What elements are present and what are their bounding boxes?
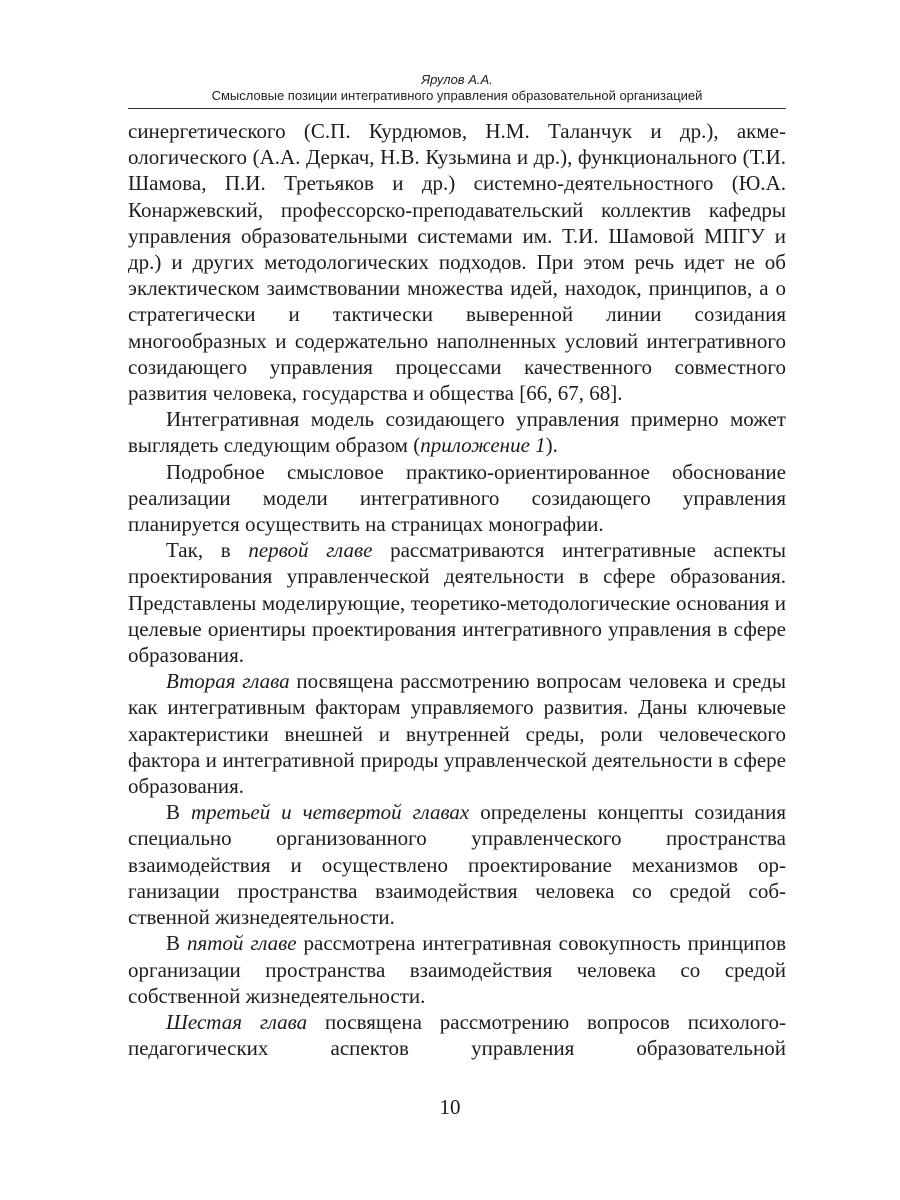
paragraph-8 (128, 1009, 786, 1061)
paragraph-1 (128, 118, 786, 406)
paragraph-5-text: посвящена рассмотрению вопросам человека и среды как интегративным факторам управляемого развития. Даны ключевые характеристики внешней и внутренней среды, роли человеческого фактора и интегративной природы управленческой деятельности в сфере образования. (128, 669, 786, 799)
paragraph-3-text: Подробное смысловое практико-ориентированное обоснование реализации модели интегративного созидающего управления планируется осуществить на страницах монографии. (128, 459, 786, 537)
appendix-reference: приложение 1 (420, 433, 546, 458)
paragraph-7-text-b: рассмотрена интегративная совокупность принципов организации пространства взаимодействия человека со средой собственной жизнедеятельности. (128, 931, 786, 1008)
paragraph-6 (128, 799, 786, 930)
paragraph-2-text-a: Интегративная модель созидающего управления примерно может выглядеть следующим образом ( (128, 407, 786, 458)
paragraph-2-text-b: ). (545, 433, 558, 458)
paragraph-6-text-a: В (166, 800, 191, 825)
page-body (128, 118, 786, 1061)
chapter-1-reference: первой главе (248, 538, 373, 563)
paragraph-2 (128, 406, 786, 458)
chapter-6-reference: Шестая глава (166, 1009, 308, 1034)
paragraph-8-text: посвящена рассмотрению вопросов психолого-педагогических аспектов управления образовательной (128, 1009, 786, 1061)
running-head (128, 72, 786, 104)
paragraph-7-text-a: В (166, 931, 187, 956)
paragraph-1-text: синергетического (С.П. Курдюмов, Н.М. Таланчук и др.), акмеологического (А.А. Деркач, Н.В. Кузьмина и др.), функционального (Т.И. Шамова, П.И. Третьяков и др.) системно-деятельностного (Ю.А. Конаржевский, профессорско-преподавательский коллектив кафедры управления образовательными системами им. Т.И. Шамовой МПГУ и др.) и других методологических подходов. При этом речь идет не об эклектическом заимствовании множества идей, находок, принципов, а о стратегически и тактически выверенной линии созидания многообразных и содержательно наполненных условий интегративного созидающего управления процессами качественного совместного развития человека, государства и общества [66, 67, 68]. (128, 119, 786, 406)
chapter-2-reference: Вторая глава (166, 669, 290, 694)
paragraph-4 (128, 537, 786, 668)
paragraph-4-text-b: рассматриваются интегративные аспекты проектирования управленческой деятельности в сфере образования. Представлены моделирующие, теоретико-методологические основания и целевые ориентиры проектирования интегративного управления в сфере образования. (128, 538, 786, 668)
header-divider (128, 108, 786, 109)
paragraph-4-text-a: Так, в (166, 538, 249, 563)
chapter-5-reference: пятой главе (186, 931, 297, 956)
header-title: Смысловые позиции интегративного управления образовательной организацией (211, 88, 703, 103)
paragraph-7 (128, 930, 786, 1009)
page-number: 10 (439, 1095, 461, 1119)
header-author: Ярулов А.А. (421, 72, 493, 87)
paragraph-3 (128, 459, 786, 538)
paragraph-6-text-b: определены концепты созидания специально организованного управленческого пространства взаимодействия и осуществлено проектирование механизмов организации пространства взаимодействия человека со средой собственной жизнедеятельности. (128, 800, 786, 930)
paragraph-5 (128, 668, 786, 799)
chapter-3-4-reference: третьей и четвертой главах (190, 800, 470, 825)
